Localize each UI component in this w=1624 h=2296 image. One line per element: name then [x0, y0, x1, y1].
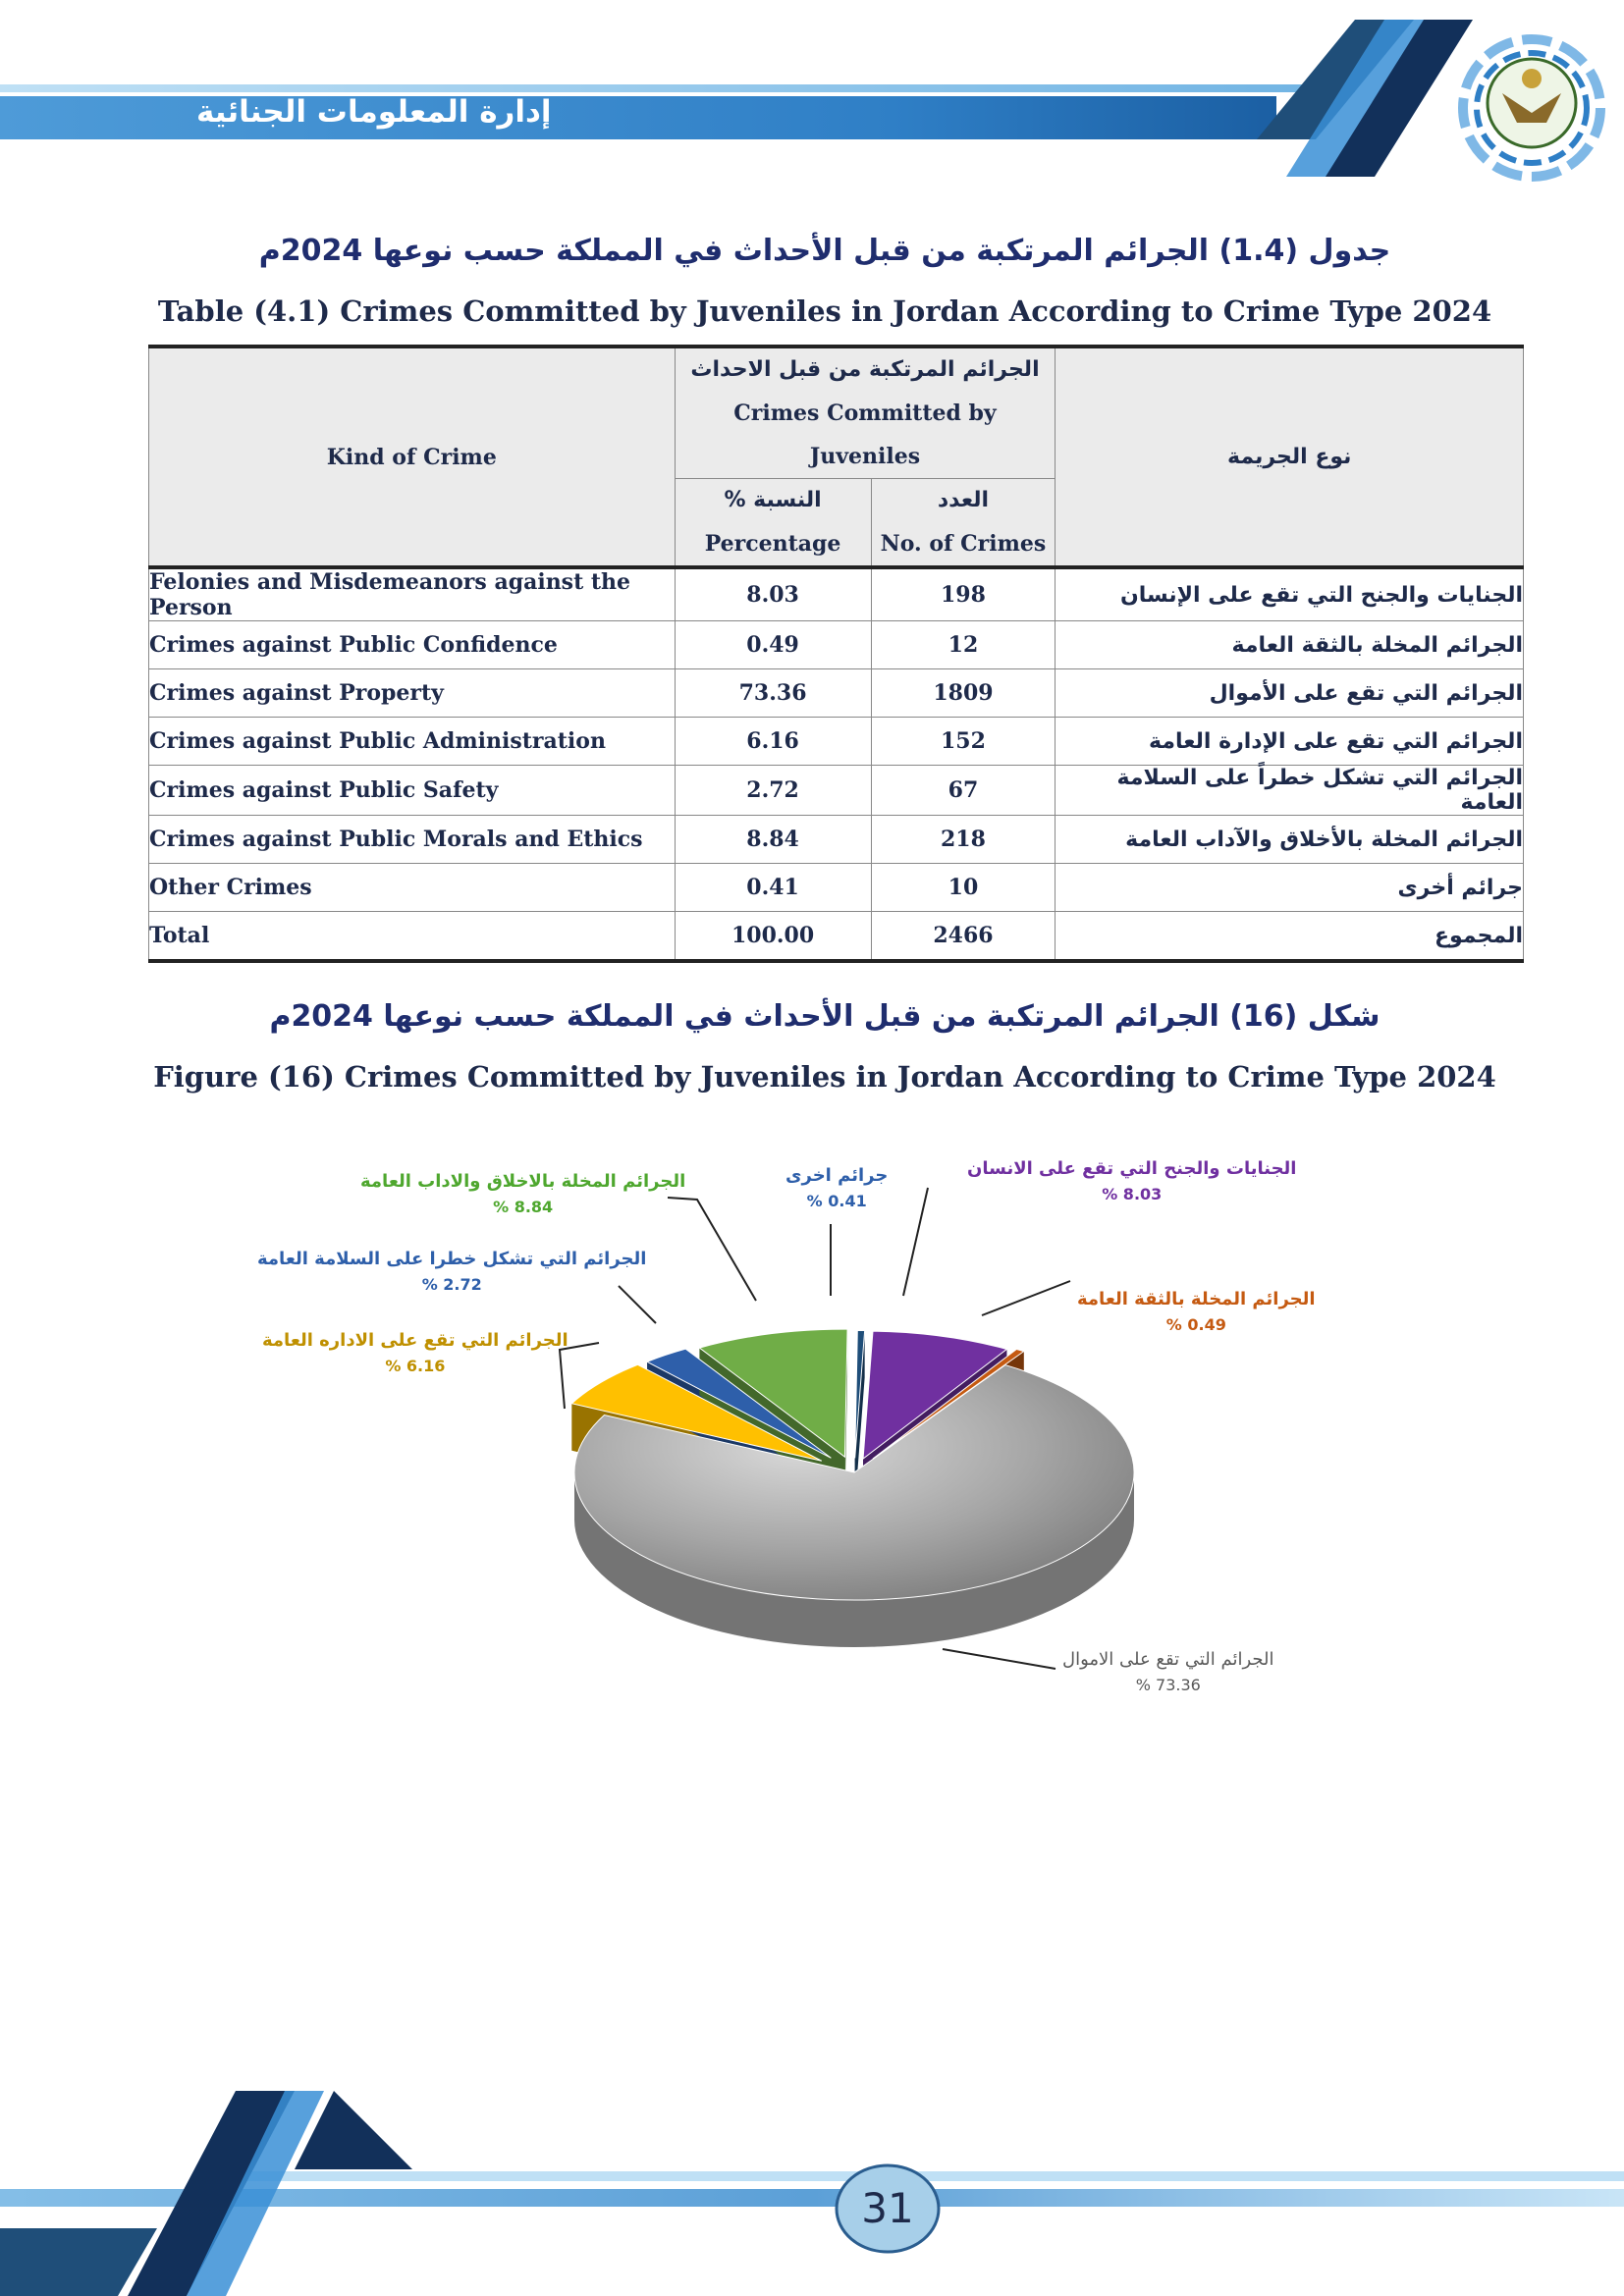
row-count: 218 [871, 816, 1056, 864]
row-kind-en: Crimes against Public Morals and Ethics [149, 816, 676, 864]
row-kind-ar: الجرائم التي تشكل خطراً على السلامة العامة [1056, 766, 1524, 816]
row-kind-en: Crimes against Property [149, 669, 676, 718]
header-percentage: النسبة % Percentage [675, 479, 871, 568]
header-group: الجرائم المرتكبة من قبل الاحداث Crimes Committed by Juveniles [675, 347, 1056, 479]
row-percentage: 8.84 [675, 816, 871, 864]
row-kind-en: Crimes against Public Confidence [149, 621, 676, 669]
total-label-ar: المجموع [1056, 912, 1524, 962]
row-percentage: 0.41 [675, 864, 871, 912]
total-count: 2466 [871, 912, 1056, 962]
header-kind-ar: نوع الجريمة [1056, 347, 1524, 567]
row-percentage: 0.49 [675, 621, 871, 669]
row-kind-ar: الجنايات والجنح التي تقع على الإنسان [1056, 567, 1524, 621]
row-kind-en: Crimes against Public Safety [149, 766, 676, 816]
row-count: 198 [871, 567, 1056, 621]
row-kind-ar: جرائم أخرى [1056, 864, 1524, 912]
row-kind-ar: الجرائم التي تقع على الأموال [1056, 669, 1524, 718]
row-count: 152 [871, 718, 1056, 766]
header-count: العدد No. of Crimes [871, 479, 1056, 568]
figure-title-en: Figure (16) Crimes Committed by Juveniles in Jordan According to Crime Type 2024 [153, 1060, 1496, 1094]
leader-line [982, 1281, 1070, 1315]
pie-label-property: الجرائم التي تقع على الاموال % 73.36 [1062, 1649, 1274, 1694]
row-kind-en: Felonies and Misdemeanors against the Person [149, 567, 676, 621]
row-percentage: 73.36 [675, 669, 871, 718]
row-percentage: 8.03 [675, 567, 871, 621]
table-title-ar: جدول (1.4) الجرائم المرتكبة من قبل الأحداث في المملكة حسب نوعها 2024م [258, 234, 1391, 268]
pie-label-person: الجنايات والجنح التي تقع على الانسان % 8.03 [967, 1158, 1297, 1203]
row-count: 12 [871, 621, 1056, 669]
pie-label-other: جرائم اخرى % 0.41 [785, 1165, 889, 1210]
row-percentage: 2.72 [675, 766, 871, 816]
figure-title-ar: شكل (16) الجرائم المرتكبة من قبل الأحداث في المملكة حسب نوعها 2024م [269, 999, 1380, 1034]
pie-label-confidence: الجرائم المخلة بالثقة العامة % 0.49 [1077, 1289, 1316, 1334]
pie-label-morals: الجرائم المخلة بالاخلاق والاداب العامة % 8.84 [360, 1171, 686, 1216]
row-percentage: 6.16 [675, 718, 871, 766]
row-kind-ar: الجرائم المخلة بالأخلاق والآداب العامة [1056, 816, 1524, 864]
pie-label-safety: الجرائم التي تشكل خطرا على السلامة العامة % 2.72 [257, 1249, 647, 1294]
total-label-en: Total [149, 912, 676, 962]
row-count: 67 [871, 766, 1056, 816]
leader-line [903, 1188, 928, 1296]
total-percentage: 100.00 [675, 912, 871, 962]
footer-banner [0, 2091, 1624, 2296]
page-number: 31 [861, 2184, 914, 2232]
pie-label-administration: الجرائم التي تقع على الاداره العامة % 6.16 [262, 1330, 568, 1375]
row-count: 10 [871, 864, 1056, 912]
row-kind-ar: الجرائم التي تقع على الإدارة العامة [1056, 718, 1524, 766]
row-kind-en: Other Crimes [149, 864, 676, 912]
leader-line [943, 1649, 1056, 1669]
row-kind-ar: الجرائم المخلة بالثقة العامة [1056, 621, 1524, 669]
table-title-en: Table (4.1) Crimes Committed by Juveniles in Jordan According to Crime Type 2024 [157, 294, 1492, 328]
department-title: إدارة المعلومات الجنائية [196, 94, 552, 130]
row-kind-en: Crimes against Public Administration [149, 718, 676, 766]
row-count: 1809 [871, 669, 1056, 718]
header-kind-en: Kind of Crime [149, 347, 676, 567]
